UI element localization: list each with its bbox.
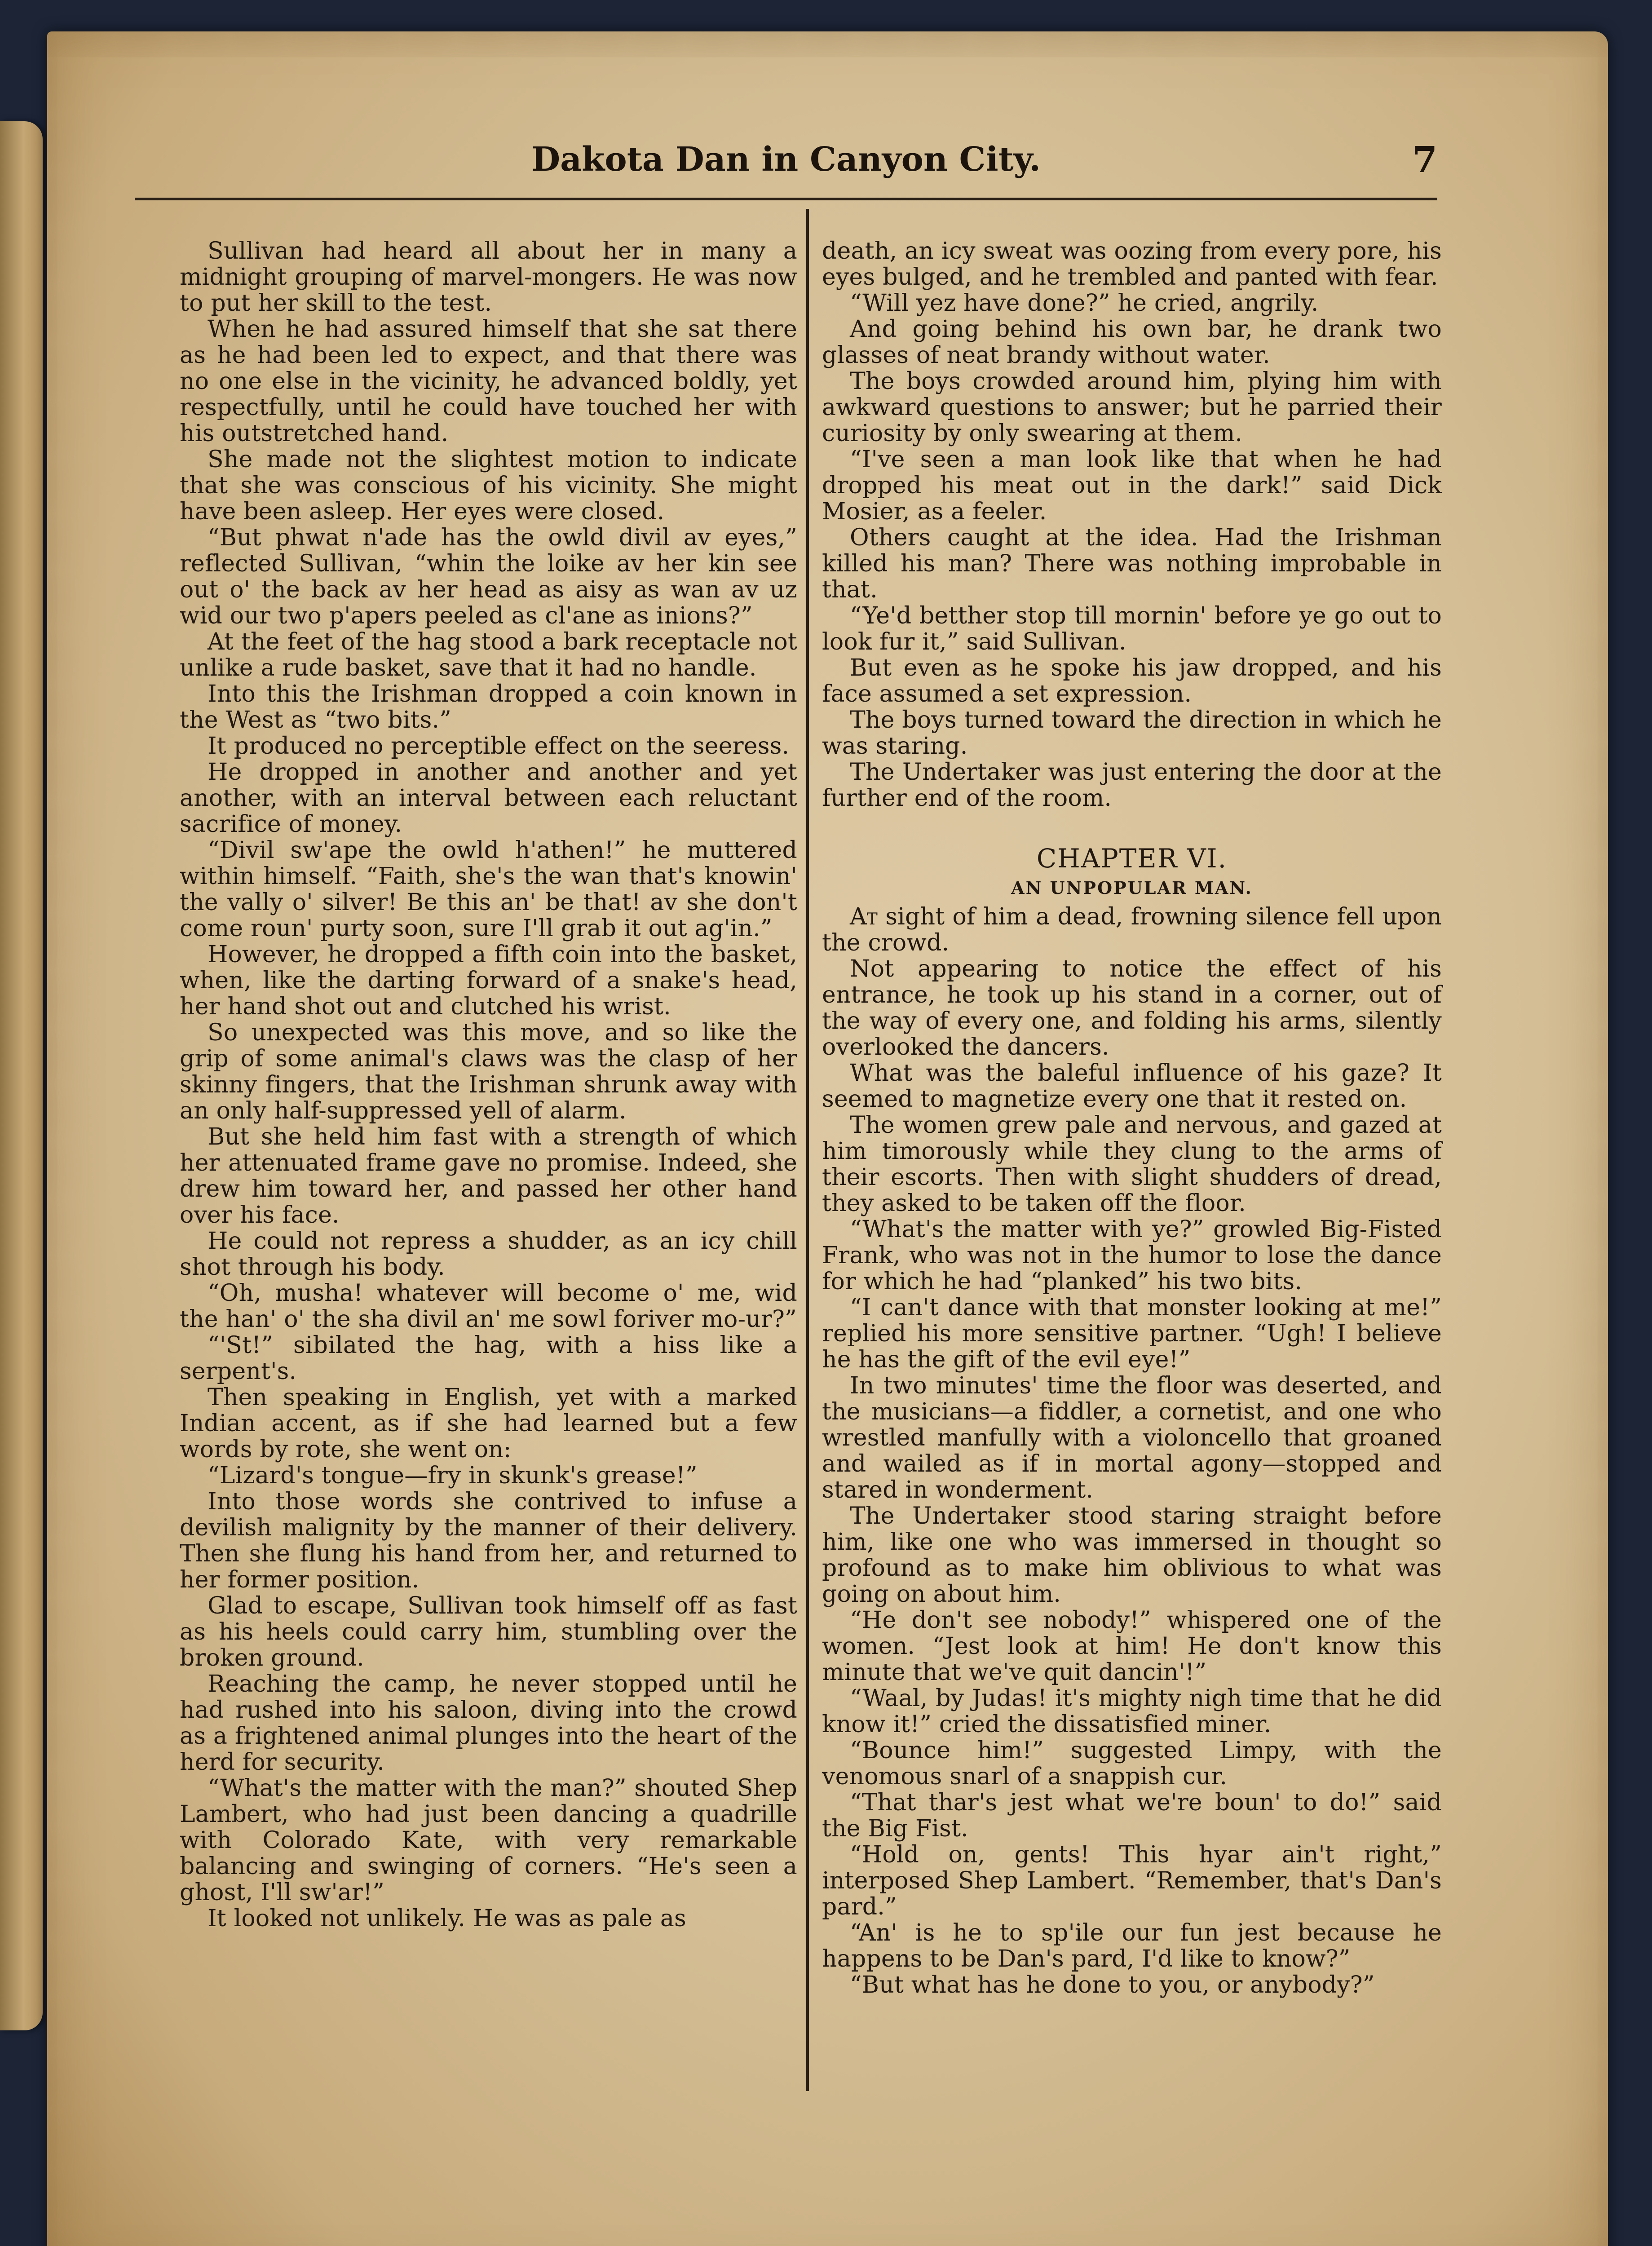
chapter-subtitle: AN UNPOPULAR MAN. [1011, 878, 1253, 898]
paragraph: But she held him fast with a strength of which her attenuated frame gave no promise. Indeed, she drew him toward her, and passed her other hand over his face. [180, 1123, 797, 1229]
header-rule [135, 198, 1437, 200]
running-head: Dakota Dan in Canyon City. [531, 140, 1041, 179]
paragraph: “Hold on, gents! This hyar ain't right,” interposed Shep Lambert. “Remember, that's Dan's pard.” [822, 1841, 1442, 1920]
paragraph: “That thar's jest what we're boun' to do!” said the Big Fist. [822, 1789, 1442, 1842]
paragraph: When he had assured himself that she sat there as he had been led to expect, and that there was no one else in the vicinity, he advanced boldly, yet respectfully, until he could have touched her with his outstretched hand. [180, 316, 797, 447]
paragraph: “What's the matter with ye?” growled Big-Fisted Frank, who was not in the humor to lose the dance for which he had “planked” his two bits. [822, 1216, 1442, 1295]
paragraph: The Undertaker stood staring straight before him, like one who was immersed in thought so profound as to make him oblivious to what was going on about him. [822, 1503, 1442, 1608]
paragraph: So unexpected was this move, and so like the grip of some animal's claws was the clasp of her skinny fingers, that the Irishman shrunk away with an only half-suppressed yell of alarm. [180, 1019, 797, 1124]
paragraph: “What's the matter with the man?” shouted Shep Lambert, who had just been dancing a quadrille with Colorado Kate, with very remarkable balancing and swinging of corners. “He's seen a ghost, I'll sw'ar!” [180, 1775, 797, 1906]
watermark [1222, 2244, 1626, 2246]
paragraph: He could not repress a shudder, as an icy chill shot through his body. [180, 1228, 797, 1281]
paragraph: The boys crowded around him, plying him with awkward questions to answer; but he parried their curiosity by only swearing at them. [822, 368, 1442, 447]
opening-text: sight of him a dead, frowning silence fell upon the crowd. [822, 903, 1442, 956]
paragraph: In two minutes' time the floor was deserted, and the musicians—a fiddler, a cornetist, and one who wrestled manfully with a violoncello that groaned and wailed as if in mortal agony—stopped and stared in wonderment. [822, 1372, 1442, 1503]
paragraph: “I can't dance with that monster looking at me!” replied his more sensitive partner. “Ugh! I believe he has the gift of the evil eye!” [822, 1294, 1442, 1373]
paragraph: The Undertaker was just entering the door at the further end of the room. [822, 759, 1442, 812]
paragraph: “He don't see nobody!” whispered one of the women. “Jest look at him! He don't know this minute that we've quit dancin'!” [822, 1607, 1442, 1686]
paragraph: Then speaking in English, yet with a marked Indian accent, as if she had learned but a few words by rote, she went on: [180, 1384, 797, 1463]
paragraph: “But what has he done to you, or anybody?” [850, 1972, 1375, 1998]
paragraph: “I've seen a man look like that when he had dropped his meat out in the dark!” said Dick Mosier, as a feeler. [822, 446, 1442, 525]
paragraph: Into those words she contrived to infuse a devilish malignity by the manner of their delivery. Then she flung his hand from her, and returned to her former position. [180, 1488, 797, 1593]
chapter-heading: CHAPTER VI. [1036, 843, 1228, 874]
previous-page-edge [0, 121, 43, 2030]
paragraph: “Bounce him!” suggested Limpy, with the venomous snarl of a snappish cur. [822, 1737, 1442, 1790]
paragraph: However, he dropped a fifth coin into the basket, when, like the darting forward of a snake's head, her hand shot out and clutched his wrist. [180, 941, 797, 1020]
paragraph: “Ye'd betther stop till mornin' before ye go out to look fur it,” said Sullivan. [822, 602, 1442, 655]
paragraph: The women grew pale and nervous, and gazed at him timorously while they clung to the arms of their escorts. Then with slight shudders of dread, they asked to be taken off the floor. [822, 1112, 1442, 1217]
paragraph: At the feet of the hag stood a bark receptacle not unlike a rude basket, save that it had no handle. [180, 628, 797, 681]
paragraph: What was the baleful influence of his gaze? It seemed to magnetize every one that it rested on. [822, 1060, 1442, 1113]
paragraph: “An' is he to sp'ile our fun jest because he happens to be Dan's pard, I'd like to know?” [822, 1919, 1442, 1972]
paragraph: “Oh, musha! whatever will become o' me, wid the han' o' the sha divil an' me sowl foriver mo-ur?” [180, 1280, 797, 1333]
column-divider [806, 209, 809, 2091]
paragraph: “Divil sw'ape the owld h'athen!” he muttered within himself. “Faith, she's the wan that's knowin' the vally o' silver! Be this an' be that! av she don't come roun' purty soon, sure I'll grab it out ag'in.” [180, 837, 797, 942]
paragraph: Sullivan had heard all about her in many a midnight grouping of marvel-mongers. He was now to put her skill to the test. [180, 238, 797, 317]
paragraph: It looked not unlikely. He was as pale as [208, 1905, 686, 1932]
paragraph: But even as he spoke his jaw dropped, and his face assumed a set expression. [822, 654, 1442, 707]
paragraph: She made not the slightest motion to indicate that she was conscious of his vicinity. She might have been asleep. Her eyes were closed. [180, 446, 797, 525]
paragraph: Not appearing to notice the effect of his entrance, he took up his stand in a corner, out of the way of every one, and folding his arms, silently overlooked the dancers. [822, 955, 1442, 1061]
chapter-opening-paragraph [822, 904, 1442, 956]
paragraph: “Lizard's tongue—fry in skunk's grease!” [208, 1462, 698, 1489]
opening-word: At [850, 903, 878, 930]
paragraph: “'St!” sibilated the hag, with a hiss like a serpent's. [180, 1332, 797, 1385]
left-column [180, 238, 797, 1932]
paragraph: “But phwat n'ade has the owld divil av eyes,” reflected Sullivan, “whin the loike av her kin see out o' the back av her head as aisy as wan av uz wid our two p'apers peeled as cl'ane as inions?” [180, 524, 797, 629]
paragraph: death, an icy sweat was oozing from every pore, his eyes bulged, and he trembled and panted with fear. [822, 238, 1442, 291]
paragraph: “Will yez have done?” he cried, angrily. [850, 290, 1319, 317]
paragraph: And going behind his own bar, he drank two glasses of neat brandy without water. [822, 316, 1442, 369]
paragraph: “Waal, by Judas! it's mighty nigh time that he did know it!” cried the dissatisfied miner. [822, 1685, 1442, 1738]
right-column [822, 238, 1442, 1998]
page-number: 7 [1412, 138, 1437, 181]
paragraph: Glad to escape, Sullivan took himself off as fast as his heels could carry him, stumbling over the broken ground. [180, 1592, 797, 1671]
paragraph: The boys turned toward the direction in which he was staring. [822, 707, 1442, 760]
paragraph: It produced no perceptible effect on the seeress. [208, 733, 790, 760]
paragraph: Reaching the camp, he never stopped until he had rushed into his saloon, diving into the crowd as a frightened animal plunges into the heart of the herd for security. [180, 1671, 797, 1776]
paragraph: He dropped in another and another and yet another, with an interval between each reluctant sacrifice of money. [180, 759, 797, 838]
page-header [135, 128, 1437, 191]
paragraph: Others caught at the idea. Had the Irishman killed his man? There was nothing improbable in that. [822, 524, 1442, 603]
paragraph: Into this the Irishman dropped a coin known in the West as “two bits.” [180, 681, 797, 734]
